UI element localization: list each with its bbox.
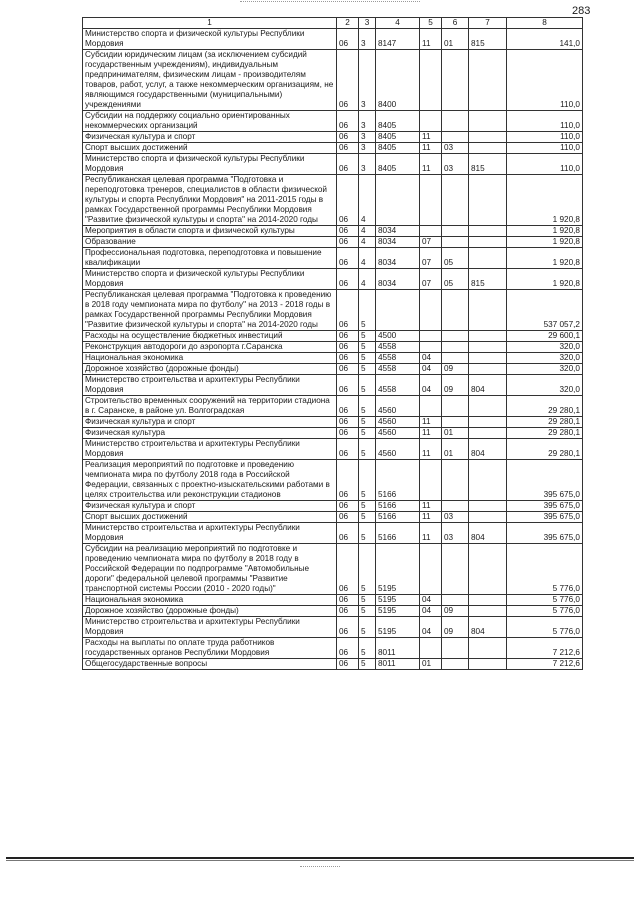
row-section: 11 [420,512,442,523]
row-ministry [469,50,507,111]
row-ministry: 804 [469,439,507,460]
row-ministry [469,290,507,331]
row-amount: 1 920,8 [507,175,583,226]
table-row [83,617,583,638]
row-ministry [469,111,507,132]
row-ministry: 804 [469,617,507,638]
table-row [83,237,583,248]
row-amount: 320,0 [507,375,583,396]
row-name: Субсидии юридическим лицам (за исключением субсидий государственным учреждениям), индивидуальным предпринимателям, физическим лицам - производителям товаров, работ, услуг, а также некоммерческим организациям, не являющимся государственными (муниципальными) учреждениями [83,50,337,111]
row-section [420,50,442,111]
row-section [420,290,442,331]
row-amount: 1 920,8 [507,237,583,248]
row-code-3: 5 [359,375,376,396]
row-code-4: 4558 [376,342,420,353]
budget-table [82,17,583,670]
row-amount: 395 675,0 [507,523,583,544]
row-amount: 110,0 [507,50,583,111]
row-subsection [442,417,469,428]
row-code-4: 4558 [376,353,420,364]
table-row [83,342,583,353]
row-code-4: 5195 [376,617,420,638]
row-amount: 5 776,0 [507,606,583,617]
row-subsection: 01 [442,439,469,460]
row-amount: 29 280,1 [507,439,583,460]
row-code-4: 8034 [376,269,420,290]
row-subsection [442,111,469,132]
row-code-2: 06 [337,606,359,617]
row-name: Профессиональная подготовка, переподготовка и повышение квалификации [83,248,337,269]
row-name: Министерство строительства и архитектуры Республики Мордовия [83,375,337,396]
row-ministry [469,460,507,501]
row-ministry [469,175,507,226]
row-code-4: 5195 [376,595,420,606]
row-amount: 29 280,1 [507,396,583,417]
table-row [83,544,583,595]
header-cell: 8 [507,18,583,29]
row-amount: 29 280,1 [507,428,583,439]
row-code-2: 06 [337,396,359,417]
row-name: Расходы на осуществление бюджетных инвестиций [83,331,337,342]
row-amount: 5 776,0 [507,617,583,638]
row-code-2: 06 [337,659,359,670]
row-name: Дорожное хозяйство (дорожные фонды) [83,364,337,375]
row-code-3: 5 [359,353,376,364]
row-section: 11 [420,29,442,50]
row-code-2: 06 [337,50,359,111]
footer-rule-thin [6,860,634,861]
row-ministry [469,132,507,143]
row-code-4: 4560 [376,396,420,417]
row-code-3: 3 [359,50,376,111]
row-ministry [469,237,507,248]
row-section: 11 [420,523,442,544]
row-subsection [442,396,469,417]
row-code-4: 5166 [376,460,420,501]
row-code-4: 8400 [376,50,420,111]
row-ministry [469,143,507,154]
table-row [83,154,583,175]
row-code-4: 5166 [376,523,420,544]
row-section [420,544,442,595]
table-row [83,606,583,617]
row-subsection: 01 [442,29,469,50]
row-ministry [469,595,507,606]
row-section [420,342,442,353]
table-row [83,396,583,417]
row-code-3: 3 [359,132,376,143]
row-code-4: 5195 [376,544,420,595]
row-code-4: 4560 [376,428,420,439]
row-name: Общегосударственные вопросы [83,659,337,670]
table-row [83,375,583,396]
row-name: Спорт высших достижений [83,143,337,154]
row-name: Строительство временных сооружений на территории стадиона в г. Саранске, в районе ул. Волгоградская [83,396,337,417]
row-section: 11 [420,143,442,154]
row-section: 07 [420,248,442,269]
row-subsection [442,132,469,143]
row-code-3: 4 [359,269,376,290]
row-code-3: 5 [359,638,376,659]
row-code-4: 8011 [376,659,420,670]
row-subsection: 03 [442,512,469,523]
row-subsection [442,290,469,331]
row-ministry: 804 [469,375,507,396]
row-name: Образование [83,237,337,248]
row-ministry: 804 [469,523,507,544]
row-code-4: 8011 [376,638,420,659]
table-row [83,290,583,331]
table-row [83,50,583,111]
row-ministry [469,342,507,353]
row-subsection: 01 [442,428,469,439]
row-code-3: 4 [359,237,376,248]
row-subsection: 03 [442,143,469,154]
row-amount: 110,0 [507,132,583,143]
row-name: Физическая культура [83,428,337,439]
table-row [83,595,583,606]
row-code-2: 06 [337,353,359,364]
row-code-2: 06 [337,111,359,132]
row-ministry [469,501,507,512]
row-ministry [469,428,507,439]
row-section: 04 [420,617,442,638]
row-section [420,331,442,342]
row-section [420,460,442,501]
row-section: 07 [420,237,442,248]
row-ministry [469,512,507,523]
row-name: Национальная экономика [83,595,337,606]
row-code-4: 5166 [376,512,420,523]
row-code-3: 5 [359,331,376,342]
row-section [420,396,442,417]
row-subsection [442,353,469,364]
row-ministry: 815 [469,269,507,290]
table-row [83,353,583,364]
row-code-2: 06 [337,290,359,331]
row-code-3: 5 [359,364,376,375]
row-ministry [469,364,507,375]
row-section: 07 [420,269,442,290]
table-row [83,460,583,501]
header-cell: 2 [337,18,359,29]
row-code-2: 06 [337,523,359,544]
row-code-4: 8034 [376,248,420,269]
footer-rule [6,857,634,859]
row-name: Министерство спорта и физической культуры Республики Мордовия [83,269,337,290]
row-code-4: 8147 [376,29,420,50]
row-code-2: 06 [337,428,359,439]
row-section [420,226,442,237]
row-code-3: 5 [359,417,376,428]
table-row [83,638,583,659]
row-code-3: 5 [359,342,376,353]
row-code-3: 3 [359,143,376,154]
row-code-3: 4 [359,175,376,226]
row-code-3: 5 [359,460,376,501]
header-cell: 5 [420,18,442,29]
row-name: Республиканская целевая программа "Подготовка к проведению в 2018 году чемпионата мира по футболу" на 2013 - 2018 годы в рамках Государственной программы Республики Мордовия "Развитие физической культуры и спорта" на 2014-2020 годы [83,290,337,331]
row-code-4: 4500 [376,331,420,342]
row-amount: 110,0 [507,154,583,175]
row-amount: 395 675,0 [507,501,583,512]
row-code-4: 5195 [376,606,420,617]
row-subsection [442,331,469,342]
row-section: 11 [420,428,442,439]
row-subsection [442,659,469,670]
row-code-3: 5 [359,501,376,512]
row-name: Министерство строительства и архитектуры Республики Мордовия [83,617,337,638]
row-code-2: 06 [337,342,359,353]
row-amount: 395 675,0 [507,512,583,523]
row-amount: 320,0 [507,342,583,353]
row-name: Физическая культура и спорт [83,501,337,512]
row-subsection [442,237,469,248]
row-code-3: 5 [359,606,376,617]
row-name: Субсидии на реализацию мероприятий по подготовке и проведению чемпионата мира по футболу в 2018 году в Российской Федерации по подпрограмме "Автомобильные дороги" федеральной целевой программы "Развитие транспортной системы России (2010 - 2020 годы)" [83,544,337,595]
row-amount: 320,0 [507,364,583,375]
row-name: Дорожное хозяйство (дорожные фонды) [83,606,337,617]
row-name: Реализация мероприятий по подготовке и проведению чемпионата мира по футболу 2018 года в Российской Федерации, связанных с проектно-изыскательскими работами в целях строительства или реконструкции стадионов [83,460,337,501]
row-code-3: 5 [359,290,376,331]
table-row [83,175,583,226]
row-code-3: 5 [359,512,376,523]
row-ministry [469,659,507,670]
row-subsection [442,175,469,226]
row-subsection: 09 [442,364,469,375]
row-code-2: 06 [337,269,359,290]
row-code-3: 3 [359,29,376,50]
row-subsection [442,50,469,111]
table-body [83,29,583,670]
table-row [83,428,583,439]
row-code-2: 06 [337,29,359,50]
scan-top-marks [240,1,420,6]
table-row [83,364,583,375]
row-code-4: 8034 [376,226,420,237]
row-ministry [469,396,507,417]
row-code-3: 5 [359,523,376,544]
row-amount: 29 600,1 [507,331,583,342]
row-code-2: 06 [337,501,359,512]
row-code-2: 06 [337,154,359,175]
row-code-4: 4558 [376,375,420,396]
table-row [83,331,583,342]
table-header-row [83,18,583,29]
row-code-4: 8405 [376,143,420,154]
row-code-2: 06 [337,544,359,595]
row-code-4: 4560 [376,417,420,428]
row-amount: 395 675,0 [507,460,583,501]
row-section: 11 [420,154,442,175]
row-amount: 1 920,8 [507,248,583,269]
row-code-2: 06 [337,512,359,523]
row-code-3: 5 [359,617,376,638]
row-ministry [469,638,507,659]
row-amount: 7 212,6 [507,659,583,670]
row-subsection: 05 [442,248,469,269]
row-code-3: 5 [359,659,376,670]
row-code-3: 5 [359,544,376,595]
row-code-2: 06 [337,439,359,460]
table-row [83,439,583,460]
row-code-2: 06 [337,375,359,396]
row-name: Расходы на выплаты по оплате труда работников государственных органов Республики Мордовия [83,638,337,659]
row-ministry [469,331,507,342]
row-ministry: 815 [469,29,507,50]
row-code-2: 06 [337,248,359,269]
row-name: Мероприятия в области спорта и физической культуры [83,226,337,237]
row-code-2: 06 [337,237,359,248]
row-section: 04 [420,353,442,364]
row-section: 11 [420,439,442,460]
row-section [420,638,442,659]
row-name: Спорт высших достижений [83,512,337,523]
header-cell: 4 [376,18,420,29]
row-amount: 5 776,0 [507,595,583,606]
table-row [83,132,583,143]
row-section: 01 [420,659,442,670]
row-subsection [442,342,469,353]
row-code-2: 06 [337,638,359,659]
row-code-4: 4558 [376,364,420,375]
row-amount: 1 920,8 [507,269,583,290]
row-ministry [469,226,507,237]
row-subsection [442,595,469,606]
table-row [83,111,583,132]
table-row [83,659,583,670]
row-code-2: 06 [337,617,359,638]
header-cell: 3 [359,18,376,29]
row-code-4: 8405 [376,154,420,175]
row-ministry [469,353,507,364]
row-amount: 141,0 [507,29,583,50]
row-code-4: 8405 [376,111,420,132]
row-name: Министерство спорта и физической культуры Республики Мордовия [83,29,337,50]
row-code-3: 5 [359,396,376,417]
row-subsection [442,501,469,512]
row-code-4 [376,290,420,331]
row-ministry [469,417,507,428]
row-subsection: 03 [442,154,469,175]
row-code-3: 3 [359,111,376,132]
row-subsection: 05 [442,269,469,290]
row-section: 04 [420,595,442,606]
row-code-2: 06 [337,364,359,375]
table-row [83,29,583,50]
row-code-2: 06 [337,331,359,342]
row-amount: 110,0 [507,111,583,132]
row-section: 11 [420,501,442,512]
table-row [83,269,583,290]
row-code-4: 4560 [376,439,420,460]
table-row [83,248,583,269]
row-section [420,175,442,226]
row-code-3: 4 [359,248,376,269]
row-code-4: 8034 [376,237,420,248]
row-name: Физическая культура и спорт [83,417,337,428]
row-section [420,111,442,132]
row-subsection: 09 [442,606,469,617]
header-cell: 1 [83,18,337,29]
header-cell: 7 [469,18,507,29]
row-ministry: 815 [469,154,507,175]
row-section: 11 [420,417,442,428]
row-subsection [442,638,469,659]
table-row [83,143,583,154]
table-row [83,226,583,237]
row-ministry [469,606,507,617]
row-code-2: 06 [337,595,359,606]
row-code-3: 5 [359,439,376,460]
row-amount: 29 280,1 [507,417,583,428]
row-subsection: 09 [442,617,469,638]
row-subsection: 03 [442,523,469,544]
row-name: Министерство строительства и архитектуры Республики Мордовия [83,523,337,544]
page-number: 283 [572,5,591,17]
row-code-4 [376,175,420,226]
row-code-2: 06 [337,143,359,154]
row-subsection: 09 [442,375,469,396]
row-code-2: 06 [337,460,359,501]
row-code-3: 4 [359,226,376,237]
row-code-3: 5 [359,595,376,606]
row-name: Физическая культура и спорт [83,132,337,143]
row-code-2: 06 [337,175,359,226]
row-code-2: 06 [337,226,359,237]
header-cell: 6 [442,18,469,29]
scan-bottom-mark [300,866,340,870]
table-row [83,523,583,544]
table-row [83,512,583,523]
row-amount: 1 920,8 [507,226,583,237]
row-amount: 320,0 [507,353,583,364]
row-section: 04 [420,606,442,617]
row-code-2: 06 [337,132,359,143]
row-amount: 537 057,2 [507,290,583,331]
row-code-3: 3 [359,154,376,175]
row-section: 11 [420,132,442,143]
table-row [83,501,583,512]
table-row [83,417,583,428]
row-code-4: 8405 [376,132,420,143]
row-name: Национальная экономика [83,353,337,364]
row-name: Реконструкция автодороги до аэропорта г.Саранска [83,342,337,353]
row-subsection [442,226,469,237]
row-code-3: 5 [359,428,376,439]
row-name: Министерство строительства и архитектуры Республики Мордовия [83,439,337,460]
row-ministry [469,248,507,269]
row-section: 04 [420,364,442,375]
row-amount: 5 776,0 [507,544,583,595]
row-subsection [442,544,469,595]
row-name: Министерство спорта и физической культуры Республики Мордовия [83,154,337,175]
row-amount: 110,0 [507,143,583,154]
row-code-4: 5166 [376,501,420,512]
row-subsection [442,460,469,501]
row-name: Субсидии на поддержку социально ориентированных некоммерческих организаций [83,111,337,132]
row-amount: 7 212,6 [507,638,583,659]
row-code-2: 06 [337,417,359,428]
row-ministry [469,544,507,595]
row-name: Республиканская целевая программа "Подготовка и переподготовка тренеров, специалистов в области физической культуры и спорта Республики Мордовия" на 2011-2015 годы в рамках Государственной программы Республики Мордовия "Развитие физической культуры и спорта" на 2014-2020 годы [83,175,337,226]
row-section: 04 [420,375,442,396]
